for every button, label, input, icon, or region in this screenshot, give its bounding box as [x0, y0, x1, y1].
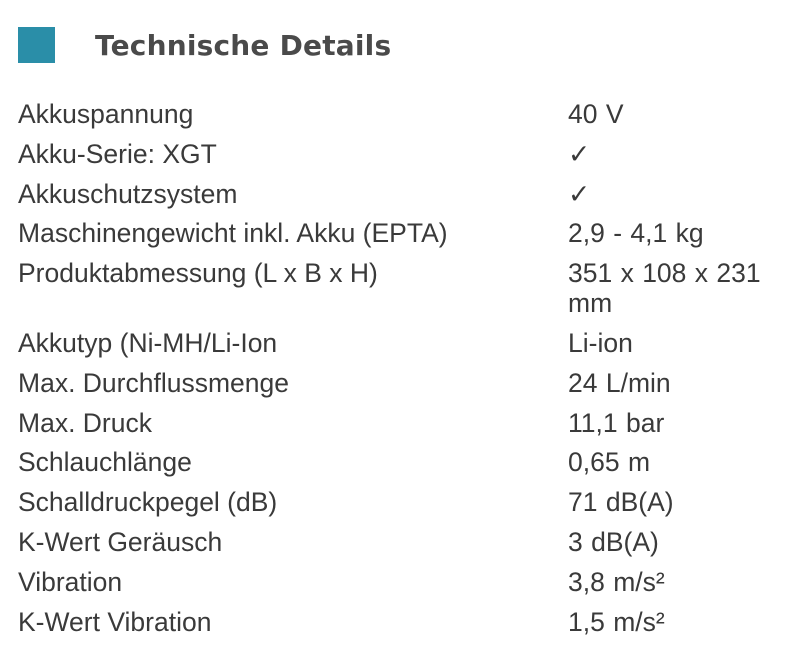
spec-value: 0,65 m	[568, 447, 651, 478]
spec-label: Akkuschutzsystem	[18, 178, 238, 209]
spec-label: Akku-Serie: XGT	[18, 138, 217, 169]
spec-value: 71 dB(A)	[568, 487, 674, 518]
spec-row	[18, 447, 788, 487]
spec-value: 24 L/min	[568, 367, 671, 398]
spec-row	[18, 258, 788, 328]
spec-label: K-Wert Geräusch	[18, 526, 223, 557]
checkmark-icon: ✓	[568, 178, 591, 209]
spec-value: 351 x 108 x 231 mm	[568, 258, 761, 319]
spec-value: 3 dB(A)	[568, 526, 659, 557]
spec-label: Schlauchlänge	[18, 447, 192, 478]
section-header	[18, 27, 391, 63]
spec-value: 40 V	[568, 99, 624, 129]
spec-label: Max. Druck	[18, 407, 152, 438]
spec-label: Schalldruckpegel (dB)	[18, 487, 278, 518]
spec-label: Maschinengewicht inkl. Akku (EPTA)	[18, 218, 448, 249]
spec-row	[18, 218, 788, 258]
checkmark-icon: ✓	[568, 138, 591, 169]
spec-row	[18, 179, 788, 219]
spec-label: Produktabmessung (L x B x H)	[18, 258, 378, 289]
spec-row	[18, 487, 788, 527]
spec-label: Akkutyp (Ni-MH/Li-Ion	[18, 327, 278, 358]
spec-value: 1,5 m/s²	[568, 606, 665, 637]
spec-row	[18, 567, 788, 607]
spec-label: Akkuspannung	[18, 99, 194, 129]
spec-row	[18, 139, 788, 179]
spec-row	[18, 527, 788, 567]
spec-label: Max. Durchflussmenge	[18, 367, 289, 398]
spec-row	[18, 408, 788, 448]
spec-label: Vibration	[18, 566, 123, 597]
spec-value: 3,8 m/s²	[568, 566, 665, 597]
spec-value: 2,9 - 4,1 kg	[568, 218, 704, 249]
spec-row	[18, 99, 788, 139]
section-marker-square	[18, 27, 55, 63]
spec-table	[18, 99, 788, 646]
spec-label: K-Wert Vibration	[18, 606, 212, 637]
spec-row	[18, 328, 788, 368]
spec-row	[18, 607, 788, 647]
spec-value: 11,1 bar	[568, 407, 665, 438]
section-title: Technische Details	[95, 28, 392, 62]
spec-value: Li-ion	[568, 327, 633, 358]
spec-row	[18, 368, 788, 408]
